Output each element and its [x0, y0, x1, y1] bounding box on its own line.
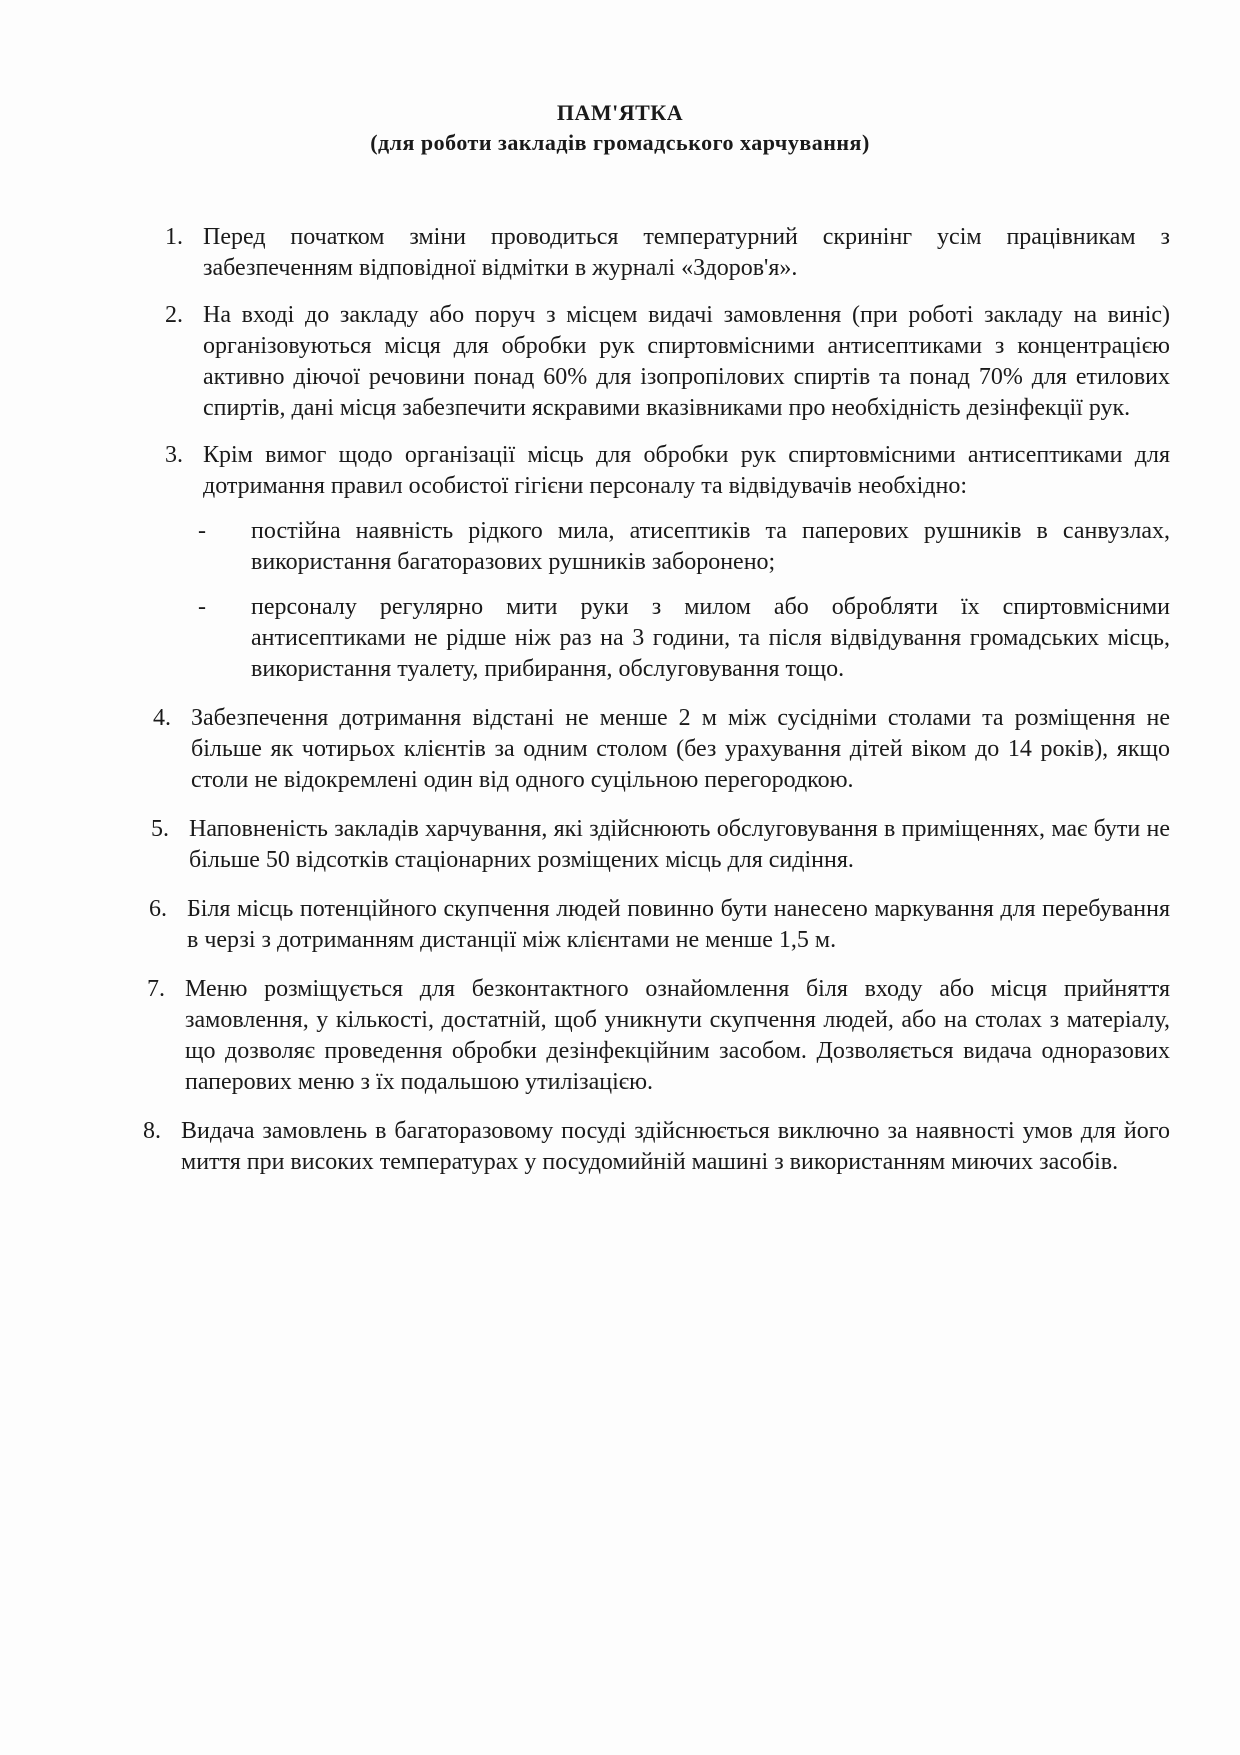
item-number: 8. — [143, 1118, 161, 1144]
list-item-1 — [165, 222, 1170, 284]
item-text: На вході до закладу або поруч з місцем видачі замовлення (при роботі закладу на виніс) організовуються місця для обробки рук спиртовмісними антисептиками з концентрацією активно діючої речовини понад 60% для ізопропілових спиртів та понад 70% для етилових спиртів, дані місця забезпечити яскравими вказівниками про необхідність дезінфекції рук. — [203, 302, 1170, 421]
list-item-5 — [151, 814, 1170, 876]
sub-item-text: постійна наявність рідкого мила, атисептиків та паперових рушників в санвузлах, використання багаторазових рушників заборонено; — [251, 518, 1170, 575]
item-number: 1. — [165, 224, 183, 250]
list-item-4 — [153, 703, 1170, 796]
list-item-6 — [149, 894, 1170, 956]
item-text: Видача замовлень в багаторазовому посуді здійснюється виключно за наявності умов для його миття при високих температурах у посудомийній машині з використанням миючих засобів. — [181, 1118, 1170, 1175]
item-number: 2. — [165, 302, 183, 328]
sub-list — [198, 516, 1170, 685]
document-header — [0, 98, 1240, 158]
sub-list-item-2 — [198, 592, 1170, 685]
list-item-3 — [165, 440, 1170, 685]
item-text: Біля місць потенційного скупчення людей повинно бути нанесено маркування для перебування в черзі з дотриманням дистанції між клієнтами не менше 1,5 м. — [187, 896, 1170, 953]
item-number: 5. — [151, 816, 169, 842]
item-number: 3. — [165, 442, 183, 468]
item-number: 4. — [153, 705, 171, 731]
list-item-8 — [143, 1116, 1170, 1178]
dash-marker: - — [198, 594, 206, 620]
item-number: 7. — [147, 976, 165, 1002]
item-text: Крім вимог щодо організації місць для обробки рук спиртовмісними антисептиками для дотримання правил особистої гігієни персоналу та відвідувачів необхідно: — [203, 442, 1170, 499]
item-text: Перед початком зміни проводиться температурний скринінг усім працівникам з забезпеченням відповідної відмітки в журналі «Здоров'я». — [203, 224, 1170, 281]
sub-list-item-1 — [198, 516, 1170, 578]
list-item-7 — [147, 974, 1170, 1098]
document-title: ПАМ'ЯТКА — [556, 100, 684, 125]
item-text: Наповненість закладів харчування, які здійснюють обслуговування в приміщеннях, має бути не більше 50 відсотків стаціонарних розміщених місць для сидіння. — [189, 816, 1170, 873]
document-subtitle: (для роботи закладів громадського харчування) — [370, 130, 870, 155]
dash-marker: - — [198, 518, 206, 544]
item-number: 6. — [149, 896, 167, 922]
item-text: Меню розміщується для безконтактного ознайомлення біля входу або місця прийняття замовлення, у кількості, достатній, щоб уникнути скупчення людей, або на столах з матеріалу, що дозволяє проведення обробки дезінфекційним засобом. Дозволяється видача одноразових паперових меню з їх подальшою утилізацією. — [185, 976, 1170, 1095]
list-item-2 — [165, 300, 1170, 424]
sub-item-text: персоналу регулярно мити руки з милом або обробляти їх спиртовмісними антисептиками не рідше ніж раз на 3 години, та після відвідування громадських місць, використання туалету, прибирання, обслуговування тощо. — [251, 594, 1170, 682]
item-text: Забезпечення дотримання відстані не менше 2 м між сусідніми столами та розміщення не більше як чотирьох клієнтів за одним столом (без урахування дітей віком до 14 років), якщо столи не відокремлені один від одного суцільною перегородкою. — [191, 705, 1170, 793]
instruction-list — [143, 222, 1170, 1178]
